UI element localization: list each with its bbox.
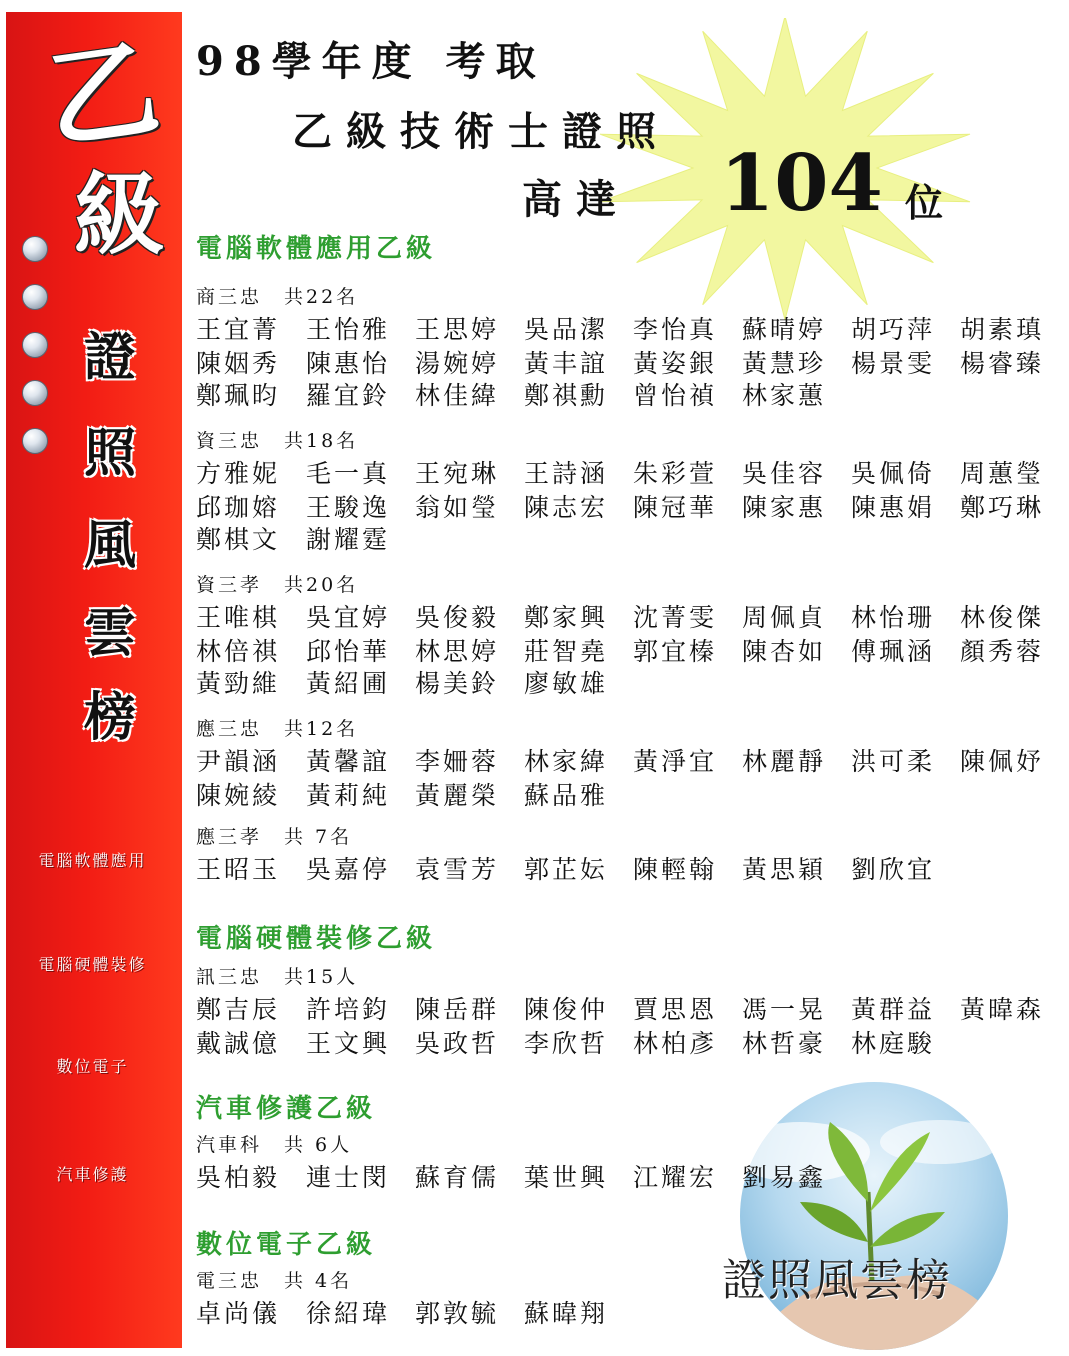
student-name: 蘇晴婷 bbox=[742, 315, 827, 344]
student-name: 林家蕙 bbox=[742, 381, 827, 410]
student-name: 湯婉婷 bbox=[415, 349, 500, 378]
student-name: 黃思穎 bbox=[742, 855, 827, 884]
name-row bbox=[196, 344, 1056, 378]
student-name: 蘇育儒 bbox=[415, 1163, 500, 1192]
student-name: 曾怡禎 bbox=[633, 381, 718, 410]
vertical-title-char: 雲 bbox=[84, 603, 137, 664]
sidebar-link-digital[interactable]: 數位電子 bbox=[56, 1057, 129, 1076]
name-row bbox=[196, 1294, 1056, 1328]
student-name: 王文興 bbox=[306, 1029, 391, 1058]
class-label: 資三忠 共18名 bbox=[196, 430, 359, 452]
student-name: 黃莉純 bbox=[306, 781, 391, 810]
section-title: 電腦軟體應用乙級 bbox=[196, 234, 437, 264]
student-name: 黃紹圃 bbox=[306, 669, 391, 698]
student-name: 王駿逸 bbox=[306, 493, 391, 522]
student-name: 陳婉綾 bbox=[196, 781, 281, 810]
student-name: 顏秀蓉 bbox=[960, 637, 1045, 666]
student-name: 鄭珮昀 bbox=[196, 381, 281, 410]
student-name: 卓尚儀 bbox=[196, 1299, 281, 1328]
student-name: 吳嘉停 bbox=[306, 855, 391, 884]
student-name: 沈菁雯 bbox=[633, 603, 718, 632]
student-name: 胡巧萍 bbox=[851, 315, 936, 344]
headline-count: 104 bbox=[720, 138, 883, 229]
vertical-title-char: 證 bbox=[84, 327, 137, 388]
student-name: 陳惠怡 bbox=[306, 349, 391, 378]
student-name: 林柏彥 bbox=[633, 1029, 718, 1058]
class-label: 資三孝 共20名 bbox=[196, 574, 359, 596]
student-name: 王昭玉 bbox=[196, 855, 281, 884]
student-name: 陳杏如 bbox=[742, 637, 827, 666]
name-row bbox=[196, 310, 1056, 344]
bullet-dot-icon bbox=[22, 236, 48, 262]
name-row bbox=[196, 598, 1056, 632]
section-title: 汽車修護乙級 bbox=[196, 1094, 377, 1124]
student-name: 劉欣宜 bbox=[851, 855, 936, 884]
student-name: 莊智堯 bbox=[524, 637, 609, 666]
student-name: 陳惠娟 bbox=[851, 493, 936, 522]
student-name: 李欣哲 bbox=[524, 1029, 609, 1058]
name-row bbox=[196, 488, 1056, 522]
bullet-dot-icon bbox=[22, 428, 48, 454]
student-name: 楊景雯 bbox=[851, 349, 936, 378]
name-row bbox=[196, 742, 1056, 776]
name-row bbox=[196, 520, 1056, 554]
student-name: 邱珈嫆 bbox=[196, 493, 281, 522]
student-name: 陳俊仲 bbox=[524, 995, 609, 1024]
student-name: 楊美鈴 bbox=[415, 669, 500, 698]
student-name: 李姍蓉 bbox=[415, 747, 500, 776]
student-name: 黃慧珍 bbox=[742, 349, 827, 378]
student-name: 賈思恩 bbox=[633, 995, 718, 1024]
student-name: 林怡珊 bbox=[851, 603, 936, 632]
student-name: 江耀宏 bbox=[633, 1163, 718, 1192]
bullet-dot-icon bbox=[22, 284, 48, 310]
student-name: 翁如瑩 bbox=[415, 493, 500, 522]
student-name: 林麗靜 bbox=[742, 747, 827, 776]
headline-up-to: 高達 bbox=[522, 176, 630, 223]
student-name: 馮一晃 bbox=[742, 995, 827, 1024]
student-name: 王思婷 bbox=[415, 315, 500, 344]
student-name: 吳柏毅 bbox=[196, 1163, 281, 1192]
bullet-dot-icon bbox=[22, 332, 48, 358]
vertical-title-char: 照 bbox=[84, 423, 137, 484]
student-name: 王詩涵 bbox=[524, 459, 609, 488]
student-name: 王宛琳 bbox=[415, 459, 500, 488]
student-name: 鄭家興 bbox=[524, 603, 609, 632]
student-name: 鄭棋文 bbox=[196, 525, 281, 554]
student-name: 戴誠億 bbox=[196, 1029, 281, 1058]
student-name: 羅宜鈴 bbox=[306, 381, 391, 410]
student-name: 吳佩倚 bbox=[851, 459, 936, 488]
student-name: 劉易鑫 bbox=[742, 1163, 827, 1192]
student-name: 楊睿臻 bbox=[960, 349, 1045, 378]
headline-year: 98學年度 考取 bbox=[196, 38, 546, 85]
student-name: 吳政哲 bbox=[415, 1029, 500, 1058]
student-name: 陳岳群 bbox=[415, 995, 500, 1024]
class-label: 商三忠 共22名 bbox=[196, 286, 359, 308]
student-name: 朱彩萱 bbox=[633, 459, 718, 488]
student-name: 吳宜婷 bbox=[306, 603, 391, 632]
student-name: 方雅妮 bbox=[196, 459, 281, 488]
student-name: 吳俊毅 bbox=[415, 603, 500, 632]
class-label: 應三忠 共12名 bbox=[196, 718, 359, 740]
student-name: 陳志宏 bbox=[524, 493, 609, 522]
student-name: 廖敏雄 bbox=[524, 669, 609, 698]
student-name: 蘇暐翔 bbox=[524, 1299, 609, 1328]
student-name: 黃姿銀 bbox=[633, 349, 718, 378]
student-name: 周佩貞 bbox=[742, 603, 827, 632]
student-name: 林倍祺 bbox=[196, 637, 281, 666]
name-row bbox=[196, 664, 1056, 698]
student-name: 吳佳容 bbox=[742, 459, 827, 488]
student-name: 王宜菁 bbox=[196, 315, 281, 344]
vertical-title-char: 榜 bbox=[84, 687, 137, 748]
name-row bbox=[196, 632, 1056, 666]
sidebar-link-hardware[interactable]: 電腦硬體裝修 bbox=[38, 955, 147, 974]
student-name: 黃淨宜 bbox=[633, 747, 718, 776]
student-name: 袁雪芳 bbox=[415, 855, 500, 884]
sidebar-link-software[interactable]: 電腦軟體應用 bbox=[38, 851, 147, 870]
student-name: 毛一真 bbox=[306, 459, 391, 488]
sidebar-link-auto[interactable]: 汽車修護 bbox=[56, 1165, 129, 1184]
student-name: 林家緯 bbox=[524, 747, 609, 776]
name-row bbox=[196, 454, 1056, 488]
student-name: 鄭巧琳 bbox=[960, 493, 1045, 522]
section-title: 電腦硬體裝修乙級 bbox=[196, 924, 437, 954]
class-label: 應三孝 共 7名 bbox=[196, 826, 353, 848]
class-label: 電三忠 共 4名 bbox=[196, 1270, 353, 1292]
student-name: 陳佩妤 bbox=[960, 747, 1045, 776]
student-name: 王怡雅 bbox=[306, 315, 391, 344]
headline-count-unit: 位 bbox=[905, 180, 954, 225]
student-name: 郭宜榛 bbox=[633, 637, 718, 666]
student-name: 陳輕翰 bbox=[633, 855, 718, 884]
student-name: 郭芷妘 bbox=[524, 855, 609, 884]
student-name: 鄭吉辰 bbox=[196, 995, 281, 1024]
student-name: 吳品潔 bbox=[524, 315, 609, 344]
student-name: 葉世興 bbox=[524, 1163, 609, 1192]
student-name: 林思婷 bbox=[415, 637, 500, 666]
student-name: 周蕙瑩 bbox=[960, 459, 1045, 488]
student-name: 許培鈞 bbox=[306, 995, 391, 1024]
student-name: 林哲豪 bbox=[742, 1029, 827, 1058]
student-name: 林佳緯 bbox=[415, 381, 500, 410]
student-name: 黃群益 bbox=[851, 995, 936, 1024]
student-name: 蘇品雅 bbox=[524, 781, 609, 810]
student-name: 胡素瑱 bbox=[960, 315, 1045, 344]
student-name: 黃馨誼 bbox=[306, 747, 391, 776]
bullet-dot-icon bbox=[22, 380, 48, 406]
student-name: 王唯棋 bbox=[196, 603, 281, 632]
headline-certificate: 乙級技術士證照 bbox=[292, 108, 670, 155]
student-name: 鄭祺勳 bbox=[524, 381, 609, 410]
student-name: 洪可柔 bbox=[851, 747, 936, 776]
name-row bbox=[196, 1158, 1056, 1192]
name-row bbox=[196, 1024, 1056, 1058]
student-name: 黃勁維 bbox=[196, 669, 281, 698]
name-row bbox=[196, 850, 1056, 884]
student-name: 林庭駿 bbox=[851, 1029, 936, 1058]
vertical-title-char: 風 bbox=[84, 515, 137, 576]
class-label: 訊三忠 共15人 bbox=[196, 966, 359, 988]
student-name: 黃麗榮 bbox=[415, 781, 500, 810]
student-name: 陳姻秀 bbox=[196, 349, 281, 378]
section-title: 數位電子乙級 bbox=[196, 1230, 377, 1260]
name-row bbox=[196, 776, 1056, 810]
student-name: 徐紹瑋 bbox=[306, 1299, 391, 1328]
student-name: 陳家惠 bbox=[742, 493, 827, 522]
student-name: 傅珮涵 bbox=[851, 637, 936, 666]
class-label: 汽車科 共 6人 bbox=[196, 1134, 353, 1156]
student-name: 黃暐森 bbox=[960, 995, 1045, 1024]
emblem-caption: 證照風雲榜 bbox=[722, 1255, 952, 1306]
student-name: 林俊傑 bbox=[960, 603, 1045, 632]
sidebar-big-char-ji: 級 bbox=[74, 162, 164, 268]
student-name: 連士閔 bbox=[306, 1163, 391, 1192]
student-name: 邱怡華 bbox=[306, 637, 391, 666]
student-name: 李怡真 bbox=[633, 315, 718, 344]
sidebar-big-char-yi: 乙 bbox=[39, 22, 167, 167]
student-name: 謝耀霆 bbox=[306, 525, 391, 554]
name-row bbox=[196, 376, 1056, 410]
name-row bbox=[196, 990, 1056, 1024]
student-name: 郭敦毓 bbox=[415, 1299, 500, 1328]
student-name: 陳冠華 bbox=[633, 493, 718, 522]
student-name: 尹韻涵 bbox=[196, 747, 281, 776]
student-name: 黃丰誼 bbox=[524, 349, 609, 378]
